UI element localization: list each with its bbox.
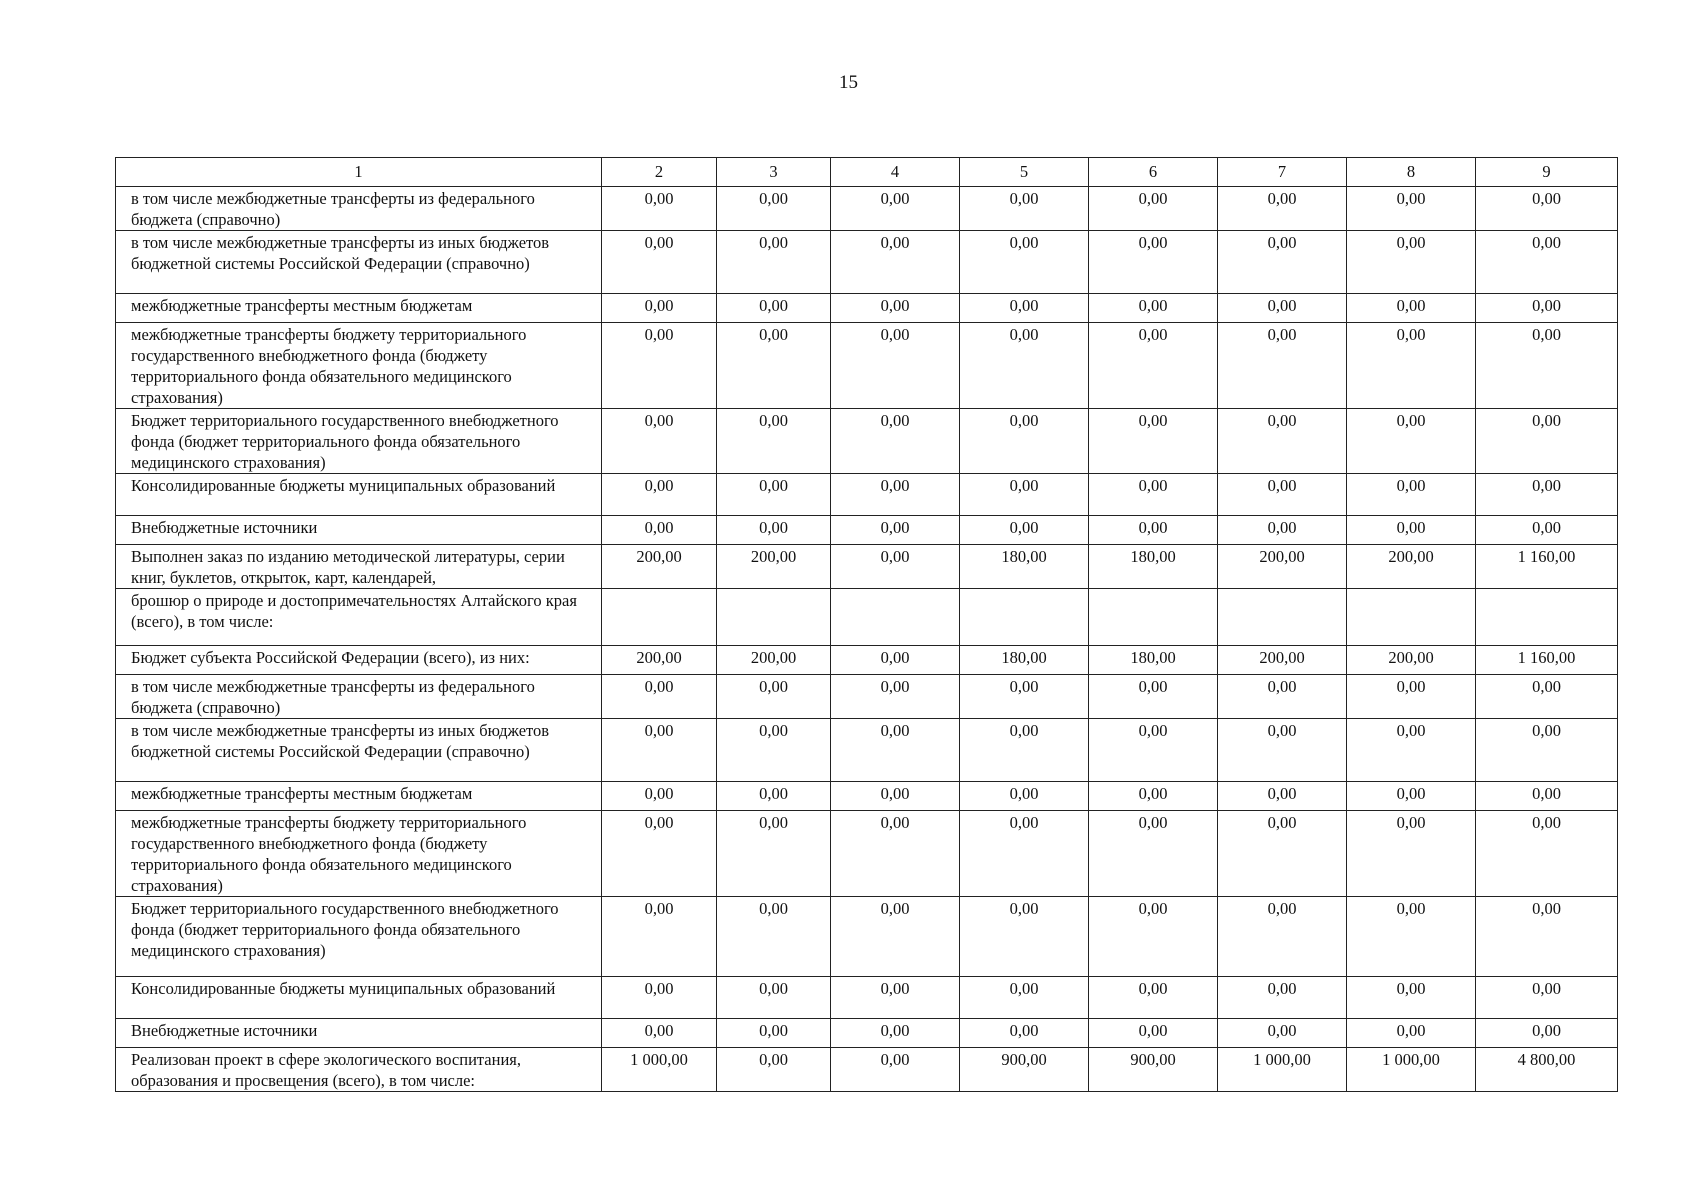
- value-cell: 0,00: [1218, 187, 1347, 231]
- value-cell: 0,00: [717, 323, 831, 409]
- value-cell: 0,00: [831, 782, 960, 811]
- value-cell: 0,00: [602, 719, 717, 782]
- value-cell: 0,00: [831, 897, 960, 977]
- value-cell: 0,00: [1347, 897, 1476, 977]
- table-row: [116, 187, 1618, 231]
- value-cell: 0,00: [1347, 323, 1476, 409]
- value-cell: 0,00: [1347, 516, 1476, 545]
- value-cell: 0,00: [1218, 1019, 1347, 1048]
- value-cell: 0,00: [717, 1048, 831, 1092]
- value-cell: 0,00: [602, 811, 717, 897]
- table-row: [116, 719, 1618, 782]
- header-row: [116, 158, 1618, 187]
- value-cell: 0,00: [1218, 516, 1347, 545]
- value-cell: 200,00: [602, 646, 717, 675]
- value-cell: 0,00: [831, 516, 960, 545]
- value-cell: 200,00: [717, 545, 831, 589]
- value-cell: 0,00: [1347, 782, 1476, 811]
- column-header: 4: [831, 158, 960, 187]
- value-cell: 0,00: [960, 782, 1089, 811]
- value-cell: 0,00: [831, 474, 960, 516]
- row-label: Бюджет территориального государственного внебюджетного фонда (бюджет территориального фонда обязательного медицинского страхования): [116, 897, 602, 977]
- value-cell: 0,00: [1089, 294, 1218, 323]
- value-cell: [602, 589, 717, 646]
- value-cell: 0,00: [831, 1019, 960, 1048]
- value-cell: 0,00: [1476, 187, 1618, 231]
- value-cell: 0,00: [831, 231, 960, 294]
- row-label: Внебюджетные источники: [116, 516, 602, 545]
- value-cell: 0,00: [831, 1048, 960, 1092]
- table-row: [116, 409, 1618, 474]
- value-cell: 1 000,00: [602, 1048, 717, 1092]
- value-cell: [1218, 589, 1347, 646]
- value-cell: 4 800,00: [1476, 1048, 1618, 1092]
- value-cell: 1 000,00: [1347, 1048, 1476, 1092]
- value-cell: 0,00: [831, 675, 960, 719]
- value-cell: 0,00: [1089, 323, 1218, 409]
- row-label: в том числе межбюджетные трансферты из федерального бюджета (справочно): [116, 675, 602, 719]
- value-cell: 0,00: [831, 719, 960, 782]
- value-cell: 0,00: [717, 409, 831, 474]
- table-row: [116, 231, 1618, 294]
- column-header: 5: [960, 158, 1089, 187]
- value-cell: 0,00: [831, 977, 960, 1019]
- value-cell: 0,00: [831, 811, 960, 897]
- value-cell: 0,00: [1347, 675, 1476, 719]
- value-cell: 0,00: [960, 897, 1089, 977]
- value-cell: 0,00: [602, 294, 717, 323]
- row-label: брошюр о природе и достопримечательностях Алтайского края (всего), в том числе:: [116, 589, 602, 646]
- value-cell: 0,00: [1218, 977, 1347, 1019]
- value-cell: 0,00: [1089, 187, 1218, 231]
- value-cell: 0,00: [1347, 187, 1476, 231]
- value-cell: 0,00: [1218, 231, 1347, 294]
- value-cell: 0,00: [717, 474, 831, 516]
- value-cell: 1 000,00: [1218, 1048, 1347, 1092]
- value-cell: 0,00: [717, 231, 831, 294]
- table-row: [116, 646, 1618, 675]
- value-cell: 0,00: [831, 646, 960, 675]
- row-label: Бюджет территориального государственного внебюджетного фонда (бюджет территориального фонда обязательного медицинского страхования): [116, 409, 602, 474]
- budget-table: [115, 157, 1618, 1092]
- value-cell: 0,00: [960, 409, 1089, 474]
- value-cell: 0,00: [960, 323, 1089, 409]
- value-cell: 0,00: [831, 294, 960, 323]
- value-cell: [717, 589, 831, 646]
- column-header: 8: [1347, 158, 1476, 187]
- value-cell: 0,00: [831, 545, 960, 589]
- value-cell: 0,00: [1089, 231, 1218, 294]
- value-cell: 0,00: [1347, 294, 1476, 323]
- row-label: Реализован проект в сфере экологического воспитания, образования и просвещения (всего), в том числе:: [116, 1048, 602, 1092]
- value-cell: 0,00: [602, 187, 717, 231]
- value-cell: [1476, 589, 1618, 646]
- value-cell: 0,00: [1089, 516, 1218, 545]
- table-row: [116, 782, 1618, 811]
- row-label: Консолидированные бюджеты муниципальных образований: [116, 977, 602, 1019]
- value-cell: 0,00: [960, 977, 1089, 1019]
- value-cell: 0,00: [1089, 1019, 1218, 1048]
- value-cell: 200,00: [1218, 545, 1347, 589]
- value-cell: 0,00: [602, 409, 717, 474]
- value-cell: 0,00: [602, 782, 717, 811]
- value-cell: 0,00: [1347, 231, 1476, 294]
- value-cell: 0,00: [1089, 675, 1218, 719]
- value-cell: 0,00: [1347, 719, 1476, 782]
- value-cell: 0,00: [1089, 409, 1218, 474]
- value-cell: 0,00: [1218, 323, 1347, 409]
- value-cell: 200,00: [1347, 545, 1476, 589]
- value-cell: 0,00: [1476, 977, 1618, 1019]
- row-label: межбюджетные трансферты бюджету территориального государственного внебюджетного фонда (бюджету территориального фонда обязательного медицинского страхования): [116, 323, 602, 409]
- value-cell: 0,00: [831, 323, 960, 409]
- value-cell: 0,00: [1347, 977, 1476, 1019]
- value-cell: 0,00: [1476, 811, 1618, 897]
- value-cell: 0,00: [602, 675, 717, 719]
- row-label: Выполнен заказ по изданию методической литературы, серии книг, буклетов, открыток, карт, календарей,: [116, 545, 602, 589]
- value-cell: 0,00: [1347, 811, 1476, 897]
- value-cell: 0,00: [717, 811, 831, 897]
- value-cell: 0,00: [602, 897, 717, 977]
- table-row: [116, 589, 1618, 646]
- column-header: 7: [1218, 158, 1347, 187]
- row-label: межбюджетные трансферты местным бюджетам: [116, 782, 602, 811]
- value-cell: 0,00: [831, 409, 960, 474]
- value-cell: 180,00: [960, 545, 1089, 589]
- value-cell: 0,00: [960, 675, 1089, 719]
- row-label: в том числе межбюджетные трансферты из федерального бюджета (справочно): [116, 187, 602, 231]
- table-row: [116, 323, 1618, 409]
- value-cell: 0,00: [1476, 323, 1618, 409]
- value-cell: 0,00: [1476, 1019, 1618, 1048]
- row-label: межбюджетные трансферты местным бюджетам: [116, 294, 602, 323]
- value-cell: 200,00: [602, 545, 717, 589]
- value-cell: 0,00: [960, 474, 1089, 516]
- value-cell: 0,00: [960, 811, 1089, 897]
- value-cell: 0,00: [831, 187, 960, 231]
- value-cell: 0,00: [1476, 719, 1618, 782]
- value-cell: 0,00: [1476, 409, 1618, 474]
- value-cell: 0,00: [717, 675, 831, 719]
- value-cell: 0,00: [1476, 675, 1618, 719]
- value-cell: 0,00: [602, 1019, 717, 1048]
- value-cell: 0,00: [717, 897, 831, 977]
- page-number: 15: [839, 72, 858, 93]
- value-cell: 0,00: [960, 231, 1089, 294]
- value-cell: 1 160,00: [1476, 545, 1618, 589]
- column-header: 1: [116, 158, 602, 187]
- value-cell: [960, 589, 1089, 646]
- table-row: [116, 294, 1618, 323]
- value-cell: 0,00: [1089, 782, 1218, 811]
- value-cell: 0,00: [602, 323, 717, 409]
- row-label: Внебюджетные источники: [116, 1019, 602, 1048]
- value-cell: 0,00: [1476, 516, 1618, 545]
- table-row: [116, 897, 1618, 977]
- value-cell: 0,00: [1218, 409, 1347, 474]
- value-cell: 0,00: [717, 294, 831, 323]
- value-cell: 0,00: [1476, 474, 1618, 516]
- value-cell: 0,00: [1218, 811, 1347, 897]
- value-cell: [1347, 589, 1476, 646]
- table-body: [116, 187, 1618, 1092]
- value-cell: 0,00: [1218, 782, 1347, 811]
- value-cell: 0,00: [960, 294, 1089, 323]
- table-row: [116, 516, 1618, 545]
- value-cell: 0,00: [602, 516, 717, 545]
- value-cell: 0,00: [960, 719, 1089, 782]
- value-cell: 0,00: [1089, 977, 1218, 1019]
- value-cell: 180,00: [1089, 646, 1218, 675]
- value-cell: 0,00: [1476, 231, 1618, 294]
- value-cell: 0,00: [1476, 897, 1618, 977]
- value-cell: 0,00: [1218, 897, 1347, 977]
- value-cell: 200,00: [1218, 646, 1347, 675]
- column-header: 6: [1089, 158, 1218, 187]
- value-cell: 900,00: [960, 1048, 1089, 1092]
- table-row: [116, 474, 1618, 516]
- value-cell: 200,00: [1347, 646, 1476, 675]
- value-cell: 0,00: [717, 516, 831, 545]
- value-cell: 0,00: [1218, 474, 1347, 516]
- value-cell: 0,00: [1089, 474, 1218, 516]
- column-header: 3: [717, 158, 831, 187]
- value-cell: 0,00: [602, 977, 717, 1019]
- row-label: межбюджетные трансферты бюджету территориального государственного внебюджетного фонда (бюджету территориального фонда обязательного медицинского страхования): [116, 811, 602, 897]
- value-cell: 0,00: [1089, 897, 1218, 977]
- value-cell: 0,00: [1476, 782, 1618, 811]
- value-cell: 0,00: [717, 719, 831, 782]
- value-cell: 0,00: [717, 1019, 831, 1048]
- value-cell: 0,00: [717, 187, 831, 231]
- row-label: Консолидированные бюджеты муниципальных образований: [116, 474, 602, 516]
- value-cell: 0,00: [1218, 294, 1347, 323]
- table-row: [116, 1019, 1618, 1048]
- value-cell: 1 160,00: [1476, 646, 1618, 675]
- row-label: Бюджет субъекта Российской Федерации (всего), из них:: [116, 646, 602, 675]
- value-cell: 0,00: [1347, 1019, 1476, 1048]
- value-cell: [831, 589, 960, 646]
- row-label: в том числе межбюджетные трансферты из иных бюджетов бюджетной системы Российской Федерации (справочно): [116, 719, 602, 782]
- value-cell: 0,00: [1218, 719, 1347, 782]
- table-row: [116, 811, 1618, 897]
- value-cell: 0,00: [717, 977, 831, 1019]
- value-cell: 0,00: [960, 187, 1089, 231]
- value-cell: 0,00: [960, 516, 1089, 545]
- value-cell: 0,00: [717, 782, 831, 811]
- value-cell: 200,00: [717, 646, 831, 675]
- table-row: [116, 1048, 1618, 1092]
- value-cell: 900,00: [1089, 1048, 1218, 1092]
- value-cell: 0,00: [1347, 409, 1476, 474]
- value-cell: 0,00: [1476, 294, 1618, 323]
- value-cell: 0,00: [1218, 675, 1347, 719]
- table-row: [116, 977, 1618, 1019]
- column-header: 2: [602, 158, 717, 187]
- value-cell: 0,00: [960, 1019, 1089, 1048]
- table-header: [116, 158, 1618, 187]
- table-row: [116, 545, 1618, 589]
- value-cell: 180,00: [960, 646, 1089, 675]
- row-label: в том числе межбюджетные трансферты из иных бюджетов бюджетной системы Российской Федерации (справочно): [116, 231, 602, 294]
- value-cell: 0,00: [602, 231, 717, 294]
- value-cell: 0,00: [1089, 811, 1218, 897]
- value-cell: 0,00: [1347, 474, 1476, 516]
- table-row: [116, 675, 1618, 719]
- column-header: 9: [1476, 158, 1618, 187]
- value-cell: 0,00: [1089, 719, 1218, 782]
- value-cell: [1089, 589, 1218, 646]
- value-cell: 0,00: [602, 474, 717, 516]
- value-cell: 180,00: [1089, 545, 1218, 589]
